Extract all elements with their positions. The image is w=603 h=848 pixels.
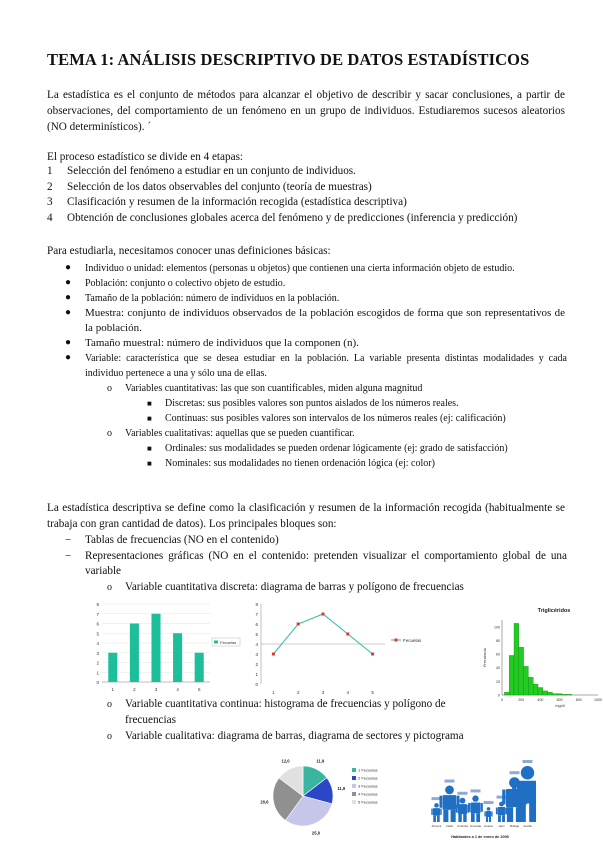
- bullet-icon: ●: [65, 262, 72, 273]
- tick-label: 60: [496, 652, 500, 657]
- chart-title: Triglicéridos: [537, 608, 571, 614]
- list-item: 3 Clasificación y resumen de la información recogida (estadística descriptiva): [47, 196, 407, 209]
- tick-label: 400: [537, 698, 544, 702]
- person-leg: [529, 803, 536, 822]
- slice-label: 11,9: [337, 786, 346, 792]
- person-head: [472, 795, 478, 801]
- dash-bullet-icon: −: [65, 534, 72, 546]
- person-leg: [437, 816, 440, 822]
- tick-label: 7: [255, 612, 258, 617]
- tick-label: 800: [575, 698, 582, 702]
- list-item: ● Individuo o unidad: elementos (personas u objetos) que contienen una cierta información objeto de estudio.: [65, 262, 515, 274]
- list-item: ■ Continuas: sus posibles valores son intervalos de los números reales (ej: calificación): [147, 413, 506, 424]
- tick-label: 1: [111, 687, 115, 692]
- legend-label: Fecuelas: [220, 640, 237, 645]
- bar: [130, 624, 139, 683]
- person-body: [433, 808, 440, 816]
- tick-label: 1: [255, 672, 258, 677]
- page-title: TEMA 1: ANÁLISIS DESCRIPTIVO DE DATOS ESTADÍSTICOS: [47, 50, 530, 69]
- person-leg: [518, 803, 526, 822]
- tick-label: 3: [154, 687, 158, 692]
- person-arm: [484, 812, 485, 817]
- histogram-chart: [478, 600, 603, 710]
- pie-chart: [256, 746, 404, 844]
- value-badge: [458, 792, 468, 795]
- histogram-bar: [504, 692, 509, 695]
- data-point: [272, 653, 275, 656]
- list-item: ■ Discretas: sus posibles valores son puntos aislados de los números reales.: [147, 398, 459, 409]
- y-axis-label: Frecuencia: [483, 648, 487, 667]
- list-item: 2 Selección de los datos observables del conjunto (teoría de muestras): [47, 180, 372, 193]
- category-label: Jaén: [498, 824, 505, 828]
- tick-label: 6: [255, 622, 258, 627]
- list-item: o Variables cuantitativas: las que son cuantificables, miden alguna magnitud: [107, 383, 423, 394]
- histogram-bar: [567, 694, 572, 695]
- category-label: Córdoba: [457, 824, 468, 828]
- histogram-bar: [548, 692, 553, 695]
- list-item: ● Tamaño muestral: número de individuos que la componen (n).: [65, 337, 359, 349]
- tick-label: 1: [272, 690, 275, 695]
- histogram-bar: [519, 647, 524, 695]
- tick-label: 4: [176, 687, 179, 692]
- dash-bullet-icon: −: [65, 549, 72, 562]
- legend-swatch: [214, 641, 218, 644]
- tick-label: 80: [496, 638, 500, 643]
- person-head: [434, 803, 439, 808]
- circle-bullet-icon: o: [107, 581, 112, 593]
- person-leg: [443, 810, 448, 822]
- legend-swatch: [352, 800, 356, 804]
- histogram-bar: [509, 655, 514, 695]
- legend-swatch: [352, 792, 356, 796]
- value-badge: [445, 780, 455, 783]
- person-arm: [496, 807, 498, 814]
- legend-marker: [395, 639, 398, 642]
- square-bullet-icon: ■: [147, 444, 152, 453]
- list-item: − Tablas de frecuencias (NO en el contenido): [47, 533, 567, 549]
- person-body: [517, 781, 536, 804]
- person-body: [443, 795, 457, 810]
- x-axis-label: mg/dl: [555, 704, 565, 708]
- person-leg: [463, 814, 466, 822]
- chart-subtitle: Habitantes a 1 de enero de 2005: [451, 835, 509, 839]
- frequency-polygon-chart: [245, 598, 425, 698]
- definitions-list: [47, 261, 567, 471]
- list-item: ■ Nominales: sus modalidades no tienen ordenación lógica (ej: color): [147, 458, 435, 469]
- square-bullet-icon: ■: [147, 399, 152, 408]
- category-label: Granada: [470, 824, 481, 828]
- list-item: o Variable cualitativa: diagrama de barras, diagrama de sectores y pictograma: [47, 729, 567, 745]
- circle-bullet-icon: o: [107, 383, 112, 394]
- histogram-bar: [557, 694, 562, 695]
- person-body: [498, 807, 506, 815]
- tick-label: 0: [498, 693, 500, 698]
- process-intro: El proceso estadístico se divide en 4 etapas:: [47, 151, 244, 163]
- person-leg: [498, 815, 501, 822]
- bar: [195, 653, 204, 682]
- tick-label: 4: [96, 641, 99, 646]
- tick-label: 2: [96, 660, 99, 666]
- category-label: Almería: [431, 824, 442, 828]
- data-point: [346, 633, 349, 636]
- person-leg: [502, 815, 505, 822]
- tick-label: 2: [296, 690, 300, 695]
- person-body: [458, 804, 467, 814]
- tick-label: 1000: [594, 698, 602, 702]
- person-leg: [471, 813, 475, 822]
- person-arm: [506, 807, 508, 814]
- slice-label: 25,0: [311, 830, 321, 836]
- circle-bullet-icon: o: [107, 699, 112, 710]
- definitions-intro: Para estudiarla, necesitamos conocer unas definiciones básicas:: [47, 245, 331, 257]
- list-item: 4 Obtención de conclusiones globales acerca del fenómeno y de predicciones (inferencia y predicción): [47, 211, 518, 224]
- person-leg: [486, 817, 488, 822]
- person-arm: [440, 809, 441, 815]
- tick-label: 5: [255, 632, 258, 637]
- tick-label: 1: [96, 670, 99, 676]
- tick-label: 0: [501, 698, 503, 702]
- slice-label: 12,0: [281, 758, 290, 764]
- histogram-bar: [543, 691, 548, 695]
- bullet-icon: ●: [65, 352, 72, 363]
- person-head: [487, 807, 491, 811]
- histogram-bar: [552, 694, 557, 695]
- tick-label: 20: [496, 679, 500, 684]
- category-label: Cádiz: [445, 824, 454, 828]
- blocks-list-continued: [47, 697, 487, 728]
- person-leg: [489, 817, 491, 822]
- person-leg: [507, 807, 513, 822]
- person-leg: [476, 813, 480, 822]
- person-body: [470, 802, 480, 813]
- legend-label: Fecuelas: [403, 638, 422, 643]
- chart-background: [92, 598, 242, 698]
- category-label: Málaga: [509, 824, 520, 828]
- list-item: ● Variable: característica que se desea estudiar en la población. La variable presenta distintas modalidades y cada individuo pertenece a una y sólo una de ellas.: [65, 352, 567, 379]
- tick-label: 3: [321, 690, 325, 695]
- blocks-list: [47, 533, 567, 595]
- person-arm: [439, 796, 442, 808]
- tick-label: 2: [255, 662, 258, 667]
- person-leg: [458, 814, 461, 822]
- list-item: − Representaciones gráficas (NO en el contenido: pretenden visualizar el comportamiento global de una variable: [65, 549, 567, 578]
- list-item: o Variable cuantitativa continua: histograma de frecuencias y polígono de frecuencias: [107, 698, 446, 726]
- tick-label: 6: [96, 621, 99, 627]
- histogram-bar: [562, 694, 567, 695]
- person-arm: [468, 803, 470, 812]
- tick-label: 4: [346, 690, 350, 695]
- person-head: [460, 798, 466, 804]
- intro-paragraph: La estadística es el conjunto de métodos para alcanzar el objetivo de describir y sacar conclusiones, a partir de observaciones, del comportamiento de un fenómeno en un grupo de individuos. Estudiaremos sucesos aleatorios (NO determinísticos). ´: [47, 89, 565, 133]
- person-leg: [433, 816, 436, 822]
- value-badge: [523, 760, 533, 763]
- tick-label: 8: [255, 602, 258, 607]
- bullet-icon: ●: [65, 337, 72, 348]
- histogram-bar: [528, 677, 533, 695]
- list-item: ● Tamaño de la población: número de individuos en la población.: [65, 292, 340, 304]
- bullet-icon: ●: [65, 292, 72, 303]
- tick-label: 7: [96, 611, 99, 617]
- tick-label: 5: [96, 631, 99, 637]
- tick-label: 5: [197, 687, 201, 692]
- person-leg: [451, 810, 456, 822]
- tick-label: 8: [96, 602, 99, 607]
- slice-label: 20,6: [260, 799, 269, 805]
- histogram-bar: [524, 666, 529, 695]
- list-item: o Variable cuantitativa discreta: diagrama de barras y polígono de frecuencias: [47, 580, 567, 596]
- circle-bullet-icon: o: [107, 731, 112, 742]
- person-head: [521, 766, 534, 779]
- legend-label: 1 Fecuelas: [358, 767, 378, 773]
- list-item: ● Población: conjunto o colectivo objeto de estudio.: [65, 277, 286, 289]
- bar-chart: [92, 598, 242, 698]
- pictogram-chart: [424, 742, 536, 848]
- descriptive-paragraph: La estadística descriptiva se define como la clasificación y resumen de la información recogida (habitualmente se trabaja con gran cantidad de datos). Los principales bloques son:: [47, 502, 565, 530]
- legend-label: 4 Fecuelas: [358, 791, 378, 797]
- tick-label: 40: [496, 666, 500, 671]
- stages-list: [47, 164, 567, 226]
- list-item: o Variables cualitativas: aquellas que se pueden cuantificar.: [107, 428, 355, 439]
- category-label: Sevilla: [523, 824, 532, 828]
- tick-label: 600: [556, 698, 563, 702]
- legend-swatch: [352, 784, 356, 788]
- tick-label: 100: [494, 625, 500, 630]
- data-point: [297, 623, 300, 626]
- person-arm: [512, 781, 516, 800]
- person-arm: [491, 812, 492, 817]
- value-badge: [471, 789, 481, 792]
- category-label: Huelva: [484, 824, 493, 828]
- slice-label: 11,9: [316, 758, 325, 764]
- circle-bullet-icon: o: [107, 428, 112, 439]
- data-point: [371, 653, 374, 656]
- histogram-bar: [538, 688, 543, 696]
- tick-label: 200: [518, 698, 525, 702]
- data-point: [322, 613, 325, 616]
- square-bullet-icon: ■: [147, 414, 152, 423]
- bullet-icon: ●: [65, 277, 72, 288]
- tick-label: 3: [96, 650, 99, 656]
- list-item: ■ Ordinales: sus modalidades se pueden ordenar lógicamente (ej: grado de satisfacción): [147, 443, 508, 454]
- histogram-bar: [514, 623, 519, 695]
- bar: [173, 633, 182, 682]
- value-badge: [484, 801, 494, 804]
- person-arm: [431, 809, 432, 815]
- value-badge: [510, 771, 520, 774]
- chart-background: [245, 598, 425, 698]
- legend-label: 5 Fecuelas: [358, 799, 378, 805]
- bar: [108, 653, 117, 682]
- legend-label: 2 Fecuelas: [358, 775, 378, 781]
- tick-label: 0: [96, 680, 99, 685]
- person-body: [486, 811, 492, 817]
- person-arm: [456, 805, 458, 813]
- bullet-icon: ●: [65, 307, 72, 318]
- square-bullet-icon: ■: [147, 459, 152, 468]
- person-arm: [502, 790, 505, 805]
- tick-label: 0: [255, 682, 258, 687]
- legend-swatch: [352, 776, 356, 780]
- list-item: 1 Selección del fenómeno a estudiar en un conjunto de individuos.: [47, 165, 356, 177]
- tick-label: 5: [371, 690, 374, 695]
- legend-swatch: [352, 768, 356, 772]
- person-head: [445, 786, 454, 795]
- tick-label: 2: [133, 687, 136, 692]
- list-item: ● Muestra: conjunto de individuos observados de la población escogidos de forma que son representativos de la población.: [65, 307, 565, 334]
- bar: [151, 614, 160, 682]
- person-arm: [481, 803, 483, 812]
- histogram-bar: [533, 684, 538, 695]
- tick-label: 3: [255, 652, 258, 657]
- tick-label: 4: [255, 642, 258, 647]
- legend-label: 3 Fecuelas: [358, 783, 378, 789]
